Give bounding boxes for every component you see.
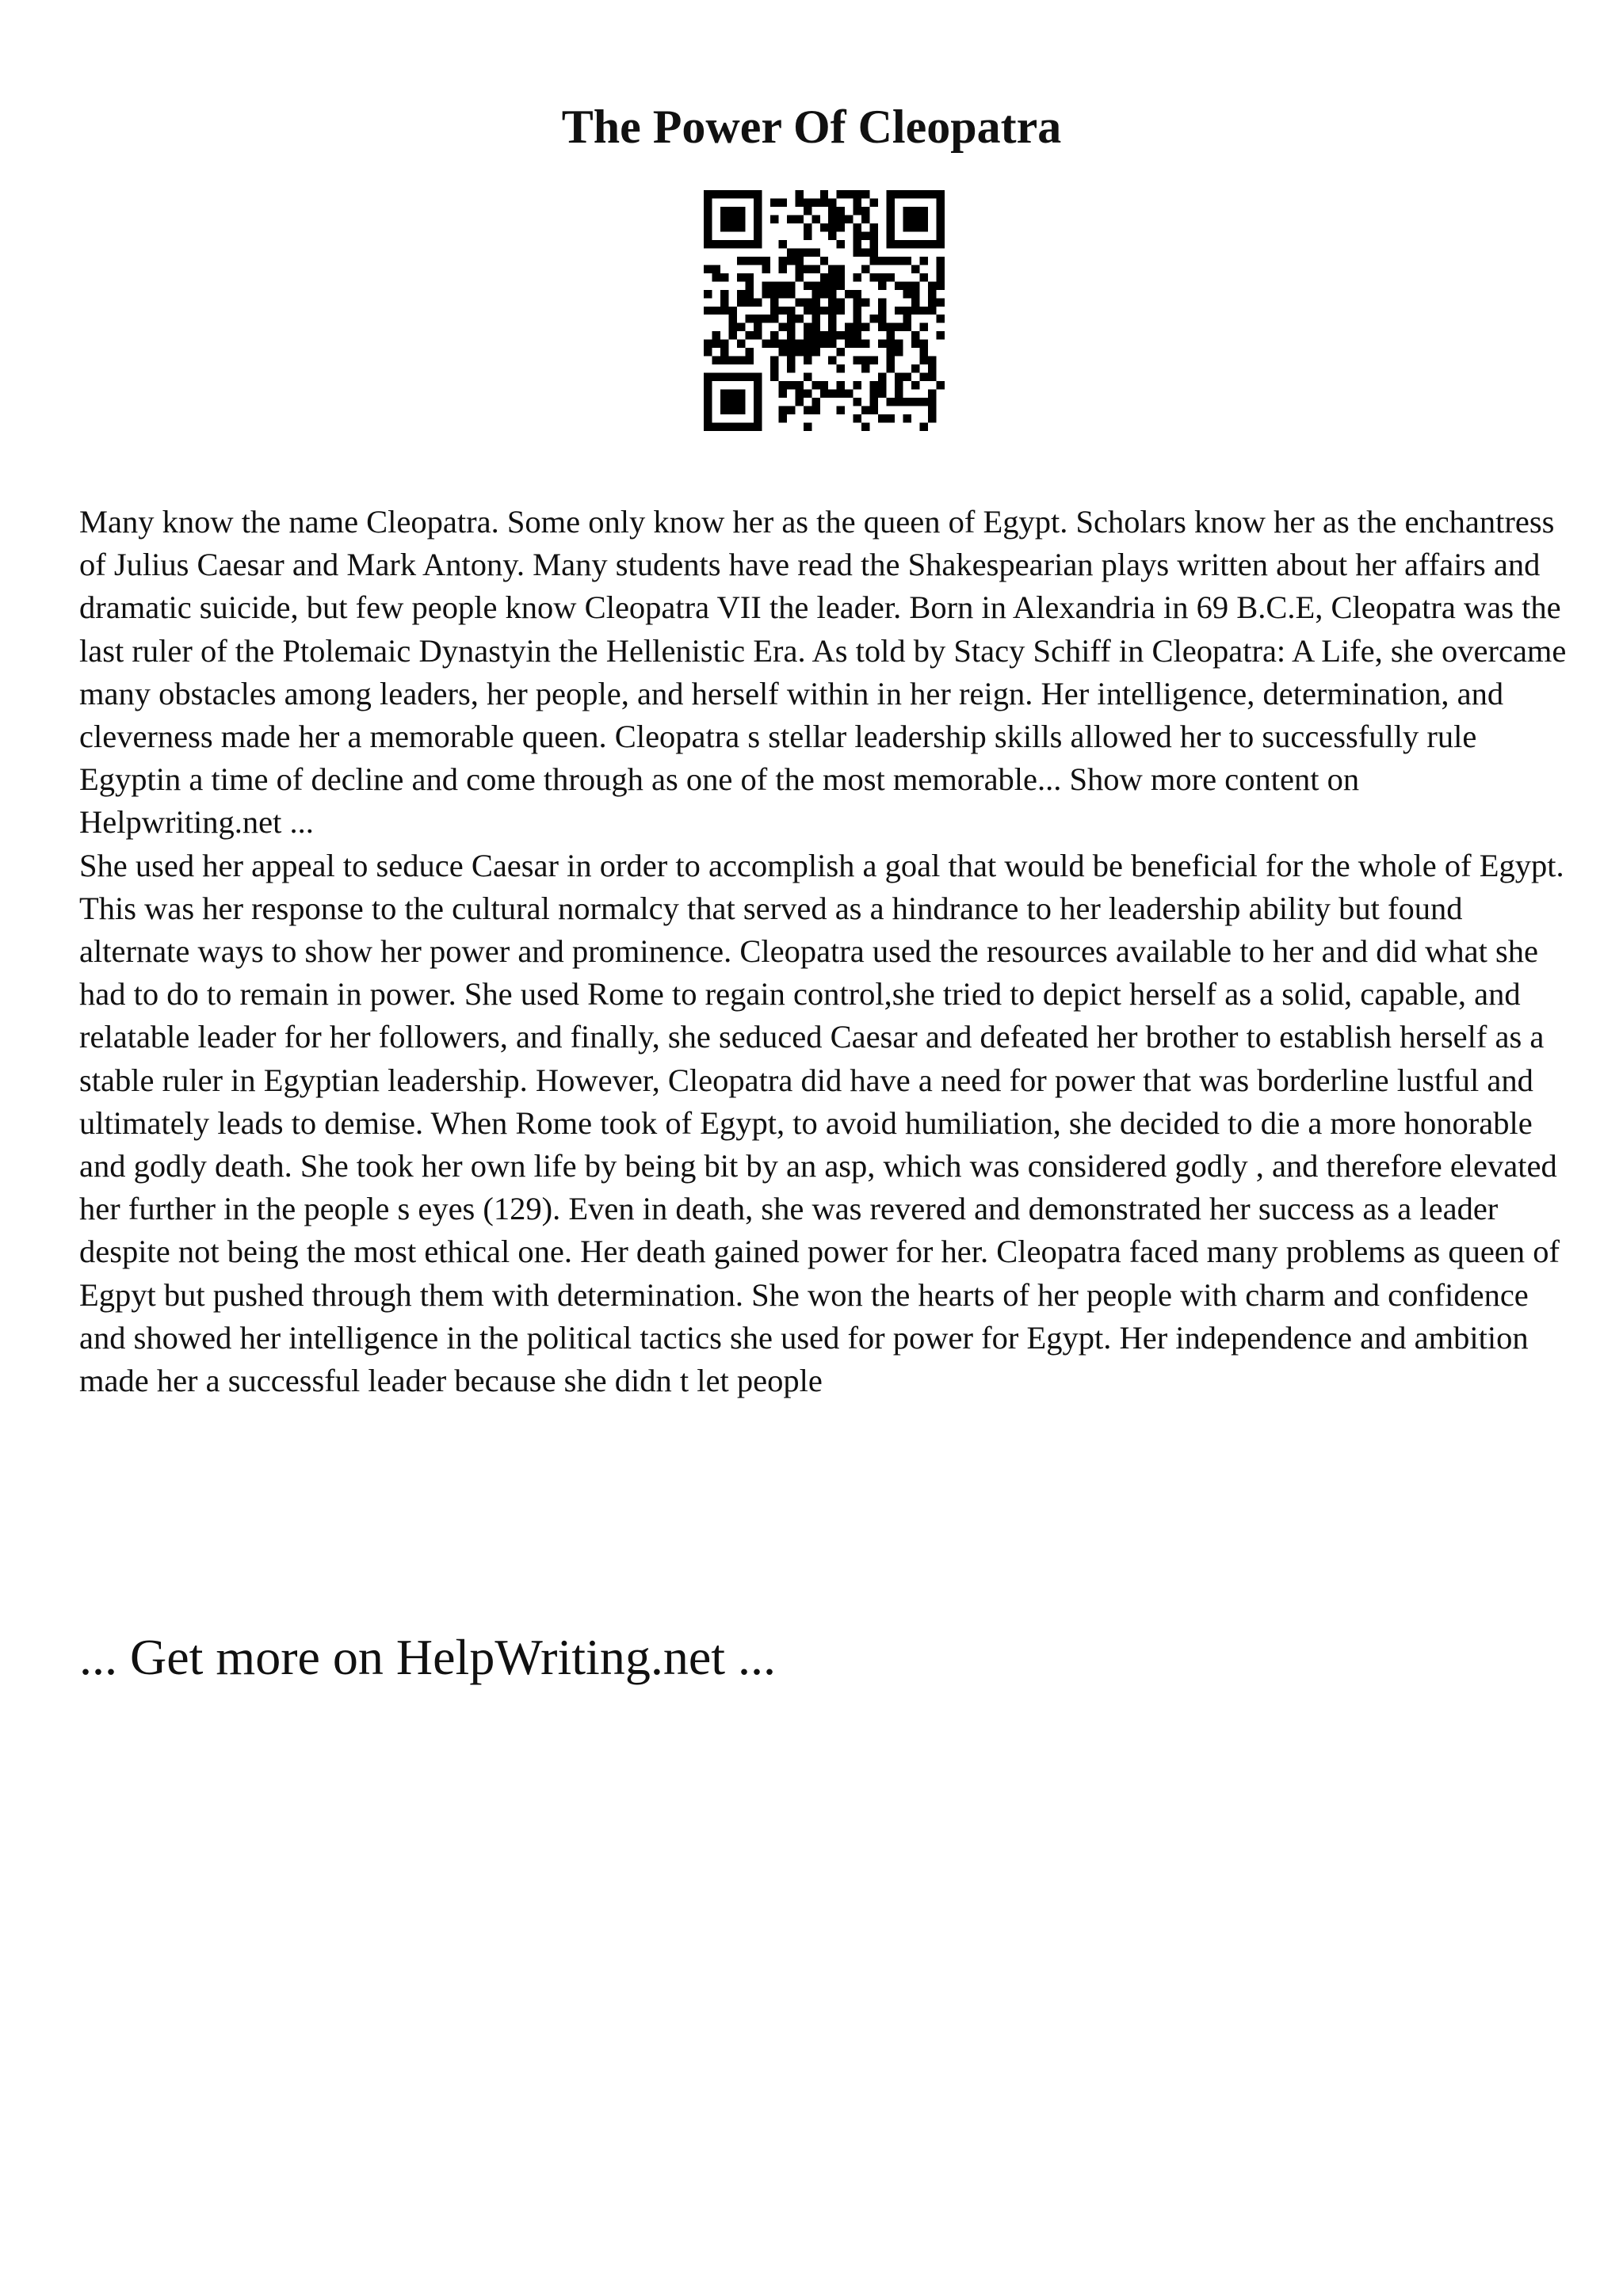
- paragraph-intro: Many know the name Cleopatra. Some only know her as the queen of Egypt. Scholars know her as the enchantress of Julius Caesar and Mark Antony. Many students have read the Shakespearian plays written about her affairs and dramatic suicide, but few people know Cleopatra VII the leader. Born in Alexandria in 69 B.C.E, Cleopatra was the last ruler of the Ptolemaic Dynastyin the Hellenistic Era. As told by Stacy Schiff in Cleopatra: A Life, she overcame many obstacles among leaders, her people, and herself within in her reign. Her intelligence, determination, and cleverness made her a memorable queen. Cleopatra s stellar leadership skills allowed her to successfully rule Egyptin a time of decline and come through as one of the most memorable... Show more content on Helpwriting.net ...: [79, 504, 1567, 841]
- qr-code-icon: [704, 190, 945, 431]
- article-body: [79, 501, 1569, 1402]
- get-more-link[interactable]: ... Get more on HelpWriting.net ...: [79, 1629, 776, 1685]
- page-title: The Power Of Cleopatra: [561, 101, 1062, 153]
- paragraph-main: She used her appeal to seduce Caesar in order to accomplish a goal that would be beneficial for the whole of Egypt. This was her response to the cultural normalcy that served as a hindrance to her leadership ability but found alternate ways to show her power and prominence. Cleopatra used the resources available to her and did what she had to do to remain in power. She used Rome to regain control,she tried to depict herself as a solid, capable, and relatable leader for her followers, and finally, she seduced Caesar and defeated her brother to establish herself as a stable ruler in Egyptian leadership. However, Cleopatra did have a need for power that was borderline lustful and ultimately leads to demise. When Rome took of Egypt, to avoid humiliation, she decided to die a more honorable and godly death. She took her own life by being bit by an asp, which was considered godly , and therefore elevated her further in the people s eyes (129). Even in death, she was revered and demonstrated her success as a leader despite not being the most ethical one. Her death gained power for her. Cleopatra faced many problems as queen of Egpyt but pushed through them with determination. She won the hearts of her people with charm and confidence and showed her intelligence in the political tactics she used for power for Egypt. Her independence and ambition made her a successful leader because she didn t let people: [79, 847, 1564, 1399]
